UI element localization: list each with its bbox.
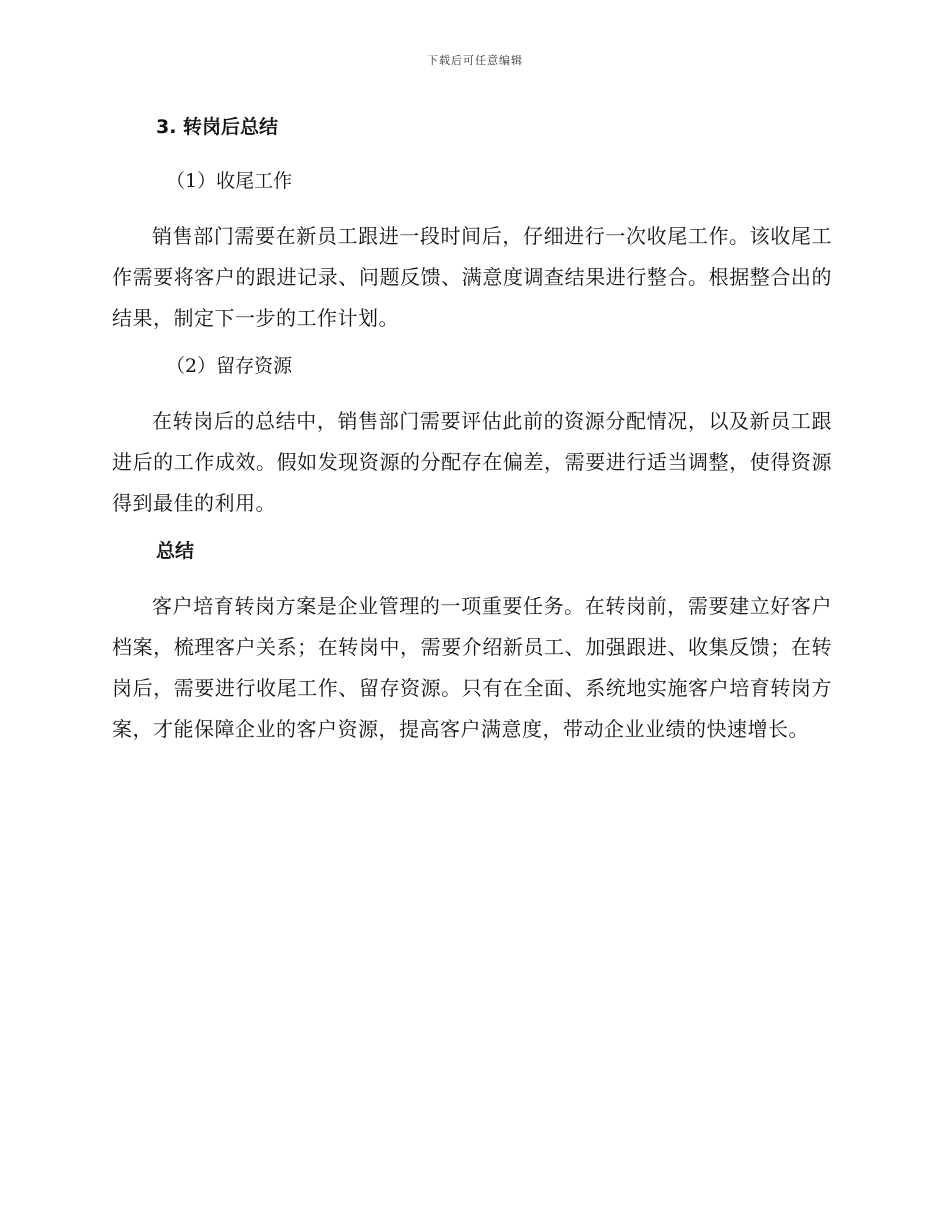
summary-paragraph: 客户培育转岗方案是企业管理的一项重要任务。在转岗前，需要建立好客户档案，梳理客户关系；在转岗中，需要介绍新员工、加强跟进、收集反馈；在转岗后，需要进行收尾工作、留存资源。只有在全面、系统地实施客户培育转岗方案，才能保障企业的客户资源，提高客户满意度，带动企业业绩的快速增长。	[112, 594, 832, 741]
subheading-closing-work: （1）收尾工作	[166, 170, 293, 192]
summary-heading: 总结	[156, 540, 195, 562]
section-heading-3: 3. 转岗后总结	[156, 116, 279, 138]
document-body	[112, 110, 832, 750]
paragraph-closing-work: 销售部门需要在新员工跟进一段时间后，仔细进行一次收尾工作。该收尾工作需要将客户的跟进记录、问题反馈、满意度调查结果进行整合。根据整合出的结果，制定下一步的工作计划。	[112, 224, 832, 330]
subheading-retain-resources: （2）留存资源	[166, 355, 293, 377]
page-header: 下载后可任意编辑	[427, 54, 523, 67]
paragraph-retain-resources: 在转岗后的总结中，销售部门需要评估此前的资源分配情况，以及新员工跟进后的工作成效。假如发现资源的分配存在偏差，需要进行适当调整，使得资源得到最佳的利用。	[112, 409, 832, 515]
